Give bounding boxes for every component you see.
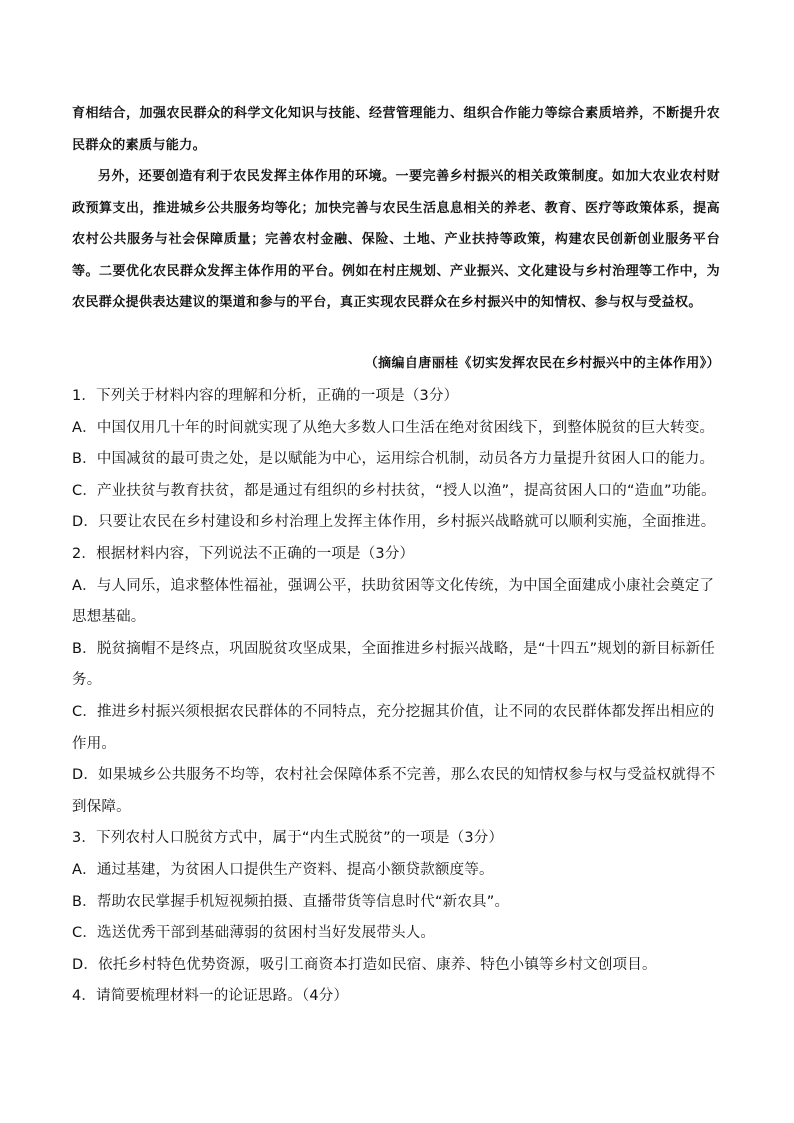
question-4-stem: 4．请简要梳理材料一的论证思路。（4分） bbox=[72, 988, 349, 1005]
passage-paragraph-1: 育相结合，加强农民群众的科学文化知识与技能、经营管理能力、组织合作能力等综合素质培养，不断提升农民群众的素质与能力。 bbox=[72, 106, 720, 153]
question-3-option-c: C．选送优秀干部到基础薄弱的贫困村当好发展带头人。 bbox=[72, 925, 436, 942]
question-1-stem: 1．下列关于材料内容的理解和分析，正确的一项是（3分） bbox=[72, 388, 459, 404]
question-2-stem: 2．根据材料内容，下列说法不正确的一项是（3分） bbox=[72, 545, 415, 562]
passage-source-citation: （摘编自唐丽桂《切实发挥农民在乡村振兴中的主体作用》） bbox=[364, 356, 720, 371]
question-1-option-c: C．产业扶贫与教育扶贫，都是通过有组织的乡村扶贫，“授人以渔”，提高贫困人口的“造血”功能。 bbox=[72, 482, 716, 499]
question-3-option-b: B．帮助农民掌握手机短视频拍摄、直播带货等信息时代“新农具”。 bbox=[72, 893, 510, 910]
question-list bbox=[72, 381, 722, 1013]
question-2-option-b: B．脱贫摘帽不是终点，巩固脱贫攻坚成果，全面推进乡村振兴战略，是“十四五”规划的新目标新任务。 bbox=[72, 640, 715, 689]
question-1-option-a: A．中国仅用几十年的时间就实现了从绝大多数人口生活在绝对贫困线下，到整体脱贫的巨大转变。 bbox=[72, 419, 715, 436]
passage-text bbox=[72, 98, 720, 319]
question-3-option-d: D．依托乡村特色优势资源，吸引工商资本打造如民宿、康养、特色小镇等乡村文创项目。 bbox=[72, 956, 657, 973]
question-1-option-b: B．中国减贫的最可贵之处，是以赋能为中心，运用综合机制，动员各方力量提升贫困人口的能力。 bbox=[72, 451, 715, 468]
question-3-option-a: A．通过基建，为贫困人口提供生产资料、提高小额贷款额度等。 bbox=[72, 861, 494, 878]
question-3-stem: 3．下列农村人口脱贫方式中，属于“内生式脱贫”的一项是（3分） bbox=[72, 830, 504, 847]
question-1-option-d: D．只要让农民在乡村建设和乡村治理上发挥主体作用，乡村振兴战略就可以顺利实施，全面推进。 bbox=[72, 514, 716, 531]
question-2-option-c: C．推进乡村振兴须根据农民群体的不同特点，充分挖掘其价值，让不同的农民群体都发挥出相应的作用。 bbox=[72, 703, 715, 752]
passage-paragraph-2: 另外，还要创造有利于农民发挥主体作用的环境。一要完善乡村振兴的相关政策制度。如加大农业农村财政预算支出，推进城乡公共服务均等化；加快完善与农民生活息息相关的养老、教育、医疗等政策体系，提高农村公共服务与社会保障质量；完善农村金融、保险、土地、产业扶持等政策，构建农民创新创业服务平台等。二要优化农民群众发挥主体作用的平台。例如在村庄规划、产业振兴、文化建设与乡村治理等工作中，为农民群众提供表达建议的渠道和参与的平台，真正实现农民群众在乡村振兴中的知情权、参与权与受益权。 bbox=[72, 169, 720, 310]
question-2-option-d: D．如果城乡公共服务不均等，农村社会保障体系不完善，那么农民的知情权参与权与受益权就得不到保障。 bbox=[72, 767, 716, 815]
question-2-option-a: A．与人同乐，追求整体性福祉，强调公平，扶助贫困等文化传统，为中国全面建成小康社会奠定了思想基础。 bbox=[72, 577, 715, 626]
